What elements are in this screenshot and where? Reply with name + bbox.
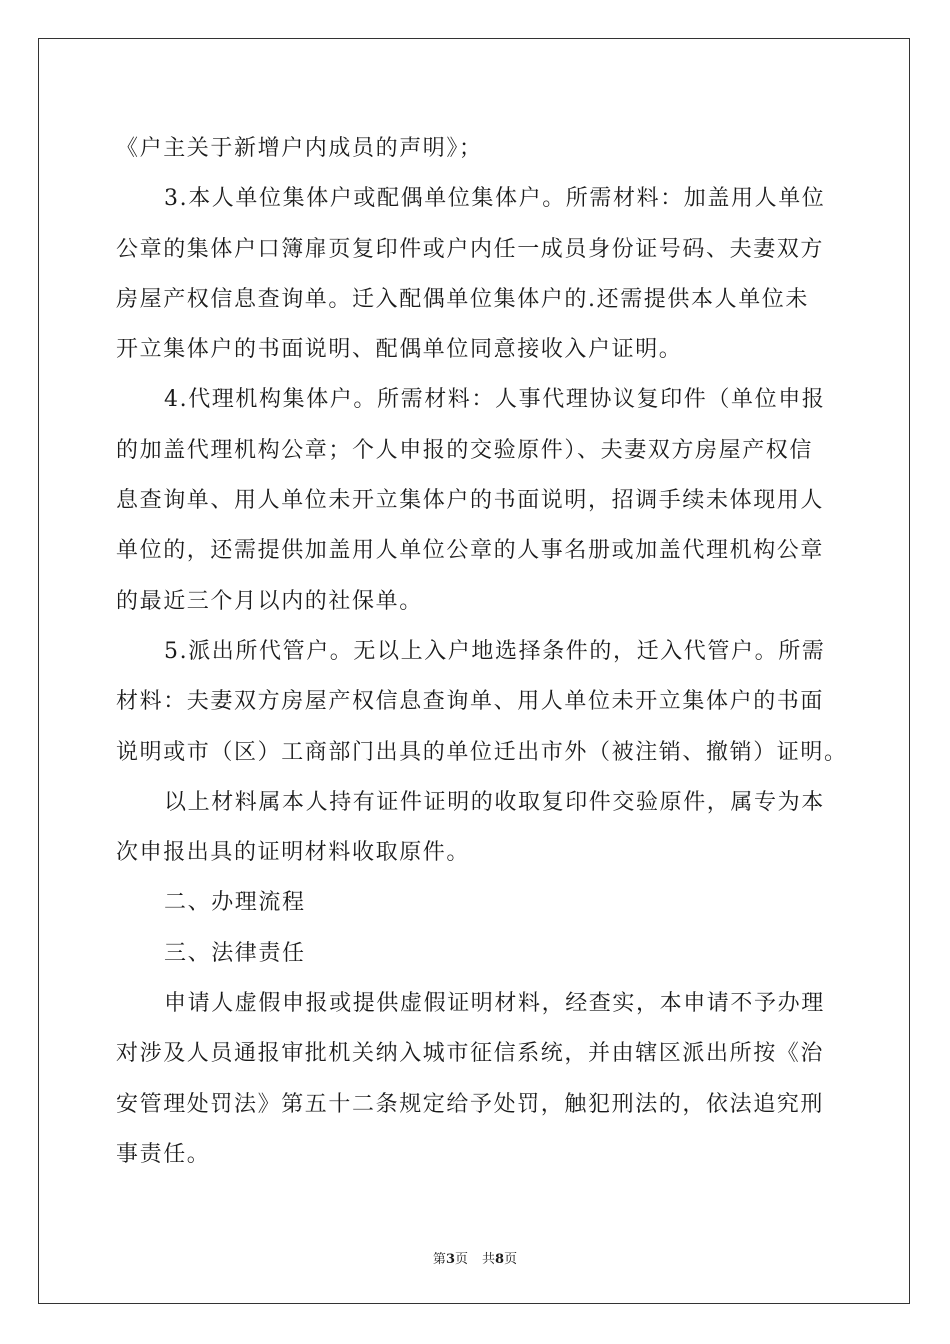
paragraph-line: 4.代理机构集体户。所需材料：人事代理协议复印件（单位申报 (164, 387, 826, 413)
section-heading: 三、法律责任 (164, 940, 306, 966)
paragraph-line: 的加盖代理机构公章；个人申报的交验原件）、夫妻双方房屋产权信 (116, 437, 814, 463)
paragraph-line: 事责任。 (116, 1141, 211, 1167)
page-footer (0, 1248, 950, 1267)
paragraph-line: 以上材料属本人持有证件证明的收取复印件交验原件，属专为本 (164, 789, 825, 815)
paragraph-line: 材料：夫妻双方房屋产权信息查询单、用人单位未开立集体户的书面 (116, 689, 825, 715)
paragraph-line: 申请人虚假申报或提供虚假证明材料，经查实，本申请不予办理 (164, 991, 825, 1017)
paragraph-line: 3.本人单位集体户或配偶单位集体户。所需材料：加盖用人单位 (164, 186, 826, 212)
page-prefix: 第 (432, 1252, 446, 1267)
total-prefix: 共 (482, 1252, 496, 1267)
paragraph-line: 《户主关于新增户内成员的声明》； (116, 136, 483, 161)
paragraph-line: 安管理处罚法》第五十二条规定给予处罚，触犯刑法的，依法追究刑 (116, 1091, 825, 1117)
paragraph-line: 房屋产权信息查询单。迁入配偶单位集体户的.还需提供本人单位未 (116, 286, 809, 312)
paragraph-line: 息查询单、用人单位未开立集体户的书面说明，招调手续未体现用人 (116, 488, 825, 514)
paragraph-line: 对涉及人员通报审批机关纳入城市征信系统，并由辖区派出所按《治 (116, 1041, 825, 1067)
paragraph-line: 公章的集体户口簿扉页复印件或户内任一成员身份证号码、夫妻双方 (116, 236, 825, 262)
document-body (116, 124, 848, 1180)
paragraph-line: 说明或市（区）工商部门出具的单位迁出市外（被注销、撤销）证明。 (116, 739, 848, 765)
paragraph-line: 单位的，还需提供加盖用人单位公章的人事名册或加盖代理机构公章 (116, 538, 825, 564)
paragraph-line: 开立集体户的书面说明、配偶单位同意接收入户证明。 (116, 337, 683, 363)
paragraph-line: 次申报出具的证明材料收取原件。 (116, 840, 471, 866)
paragraph-line: 的最近三个月以内的社保单。 (116, 588, 423, 614)
total-suffix: 页 (504, 1252, 518, 1267)
paragraph-line: 5.派出所代管户。无以上入户地选择条件的，迁入代管户。所需 (164, 638, 826, 664)
total-pages: 8 (495, 1252, 505, 1267)
page-number: 3 (445, 1252, 455, 1267)
section-heading: 二、办理流程 (164, 890, 306, 916)
page-suffix: 页 (454, 1252, 468, 1267)
